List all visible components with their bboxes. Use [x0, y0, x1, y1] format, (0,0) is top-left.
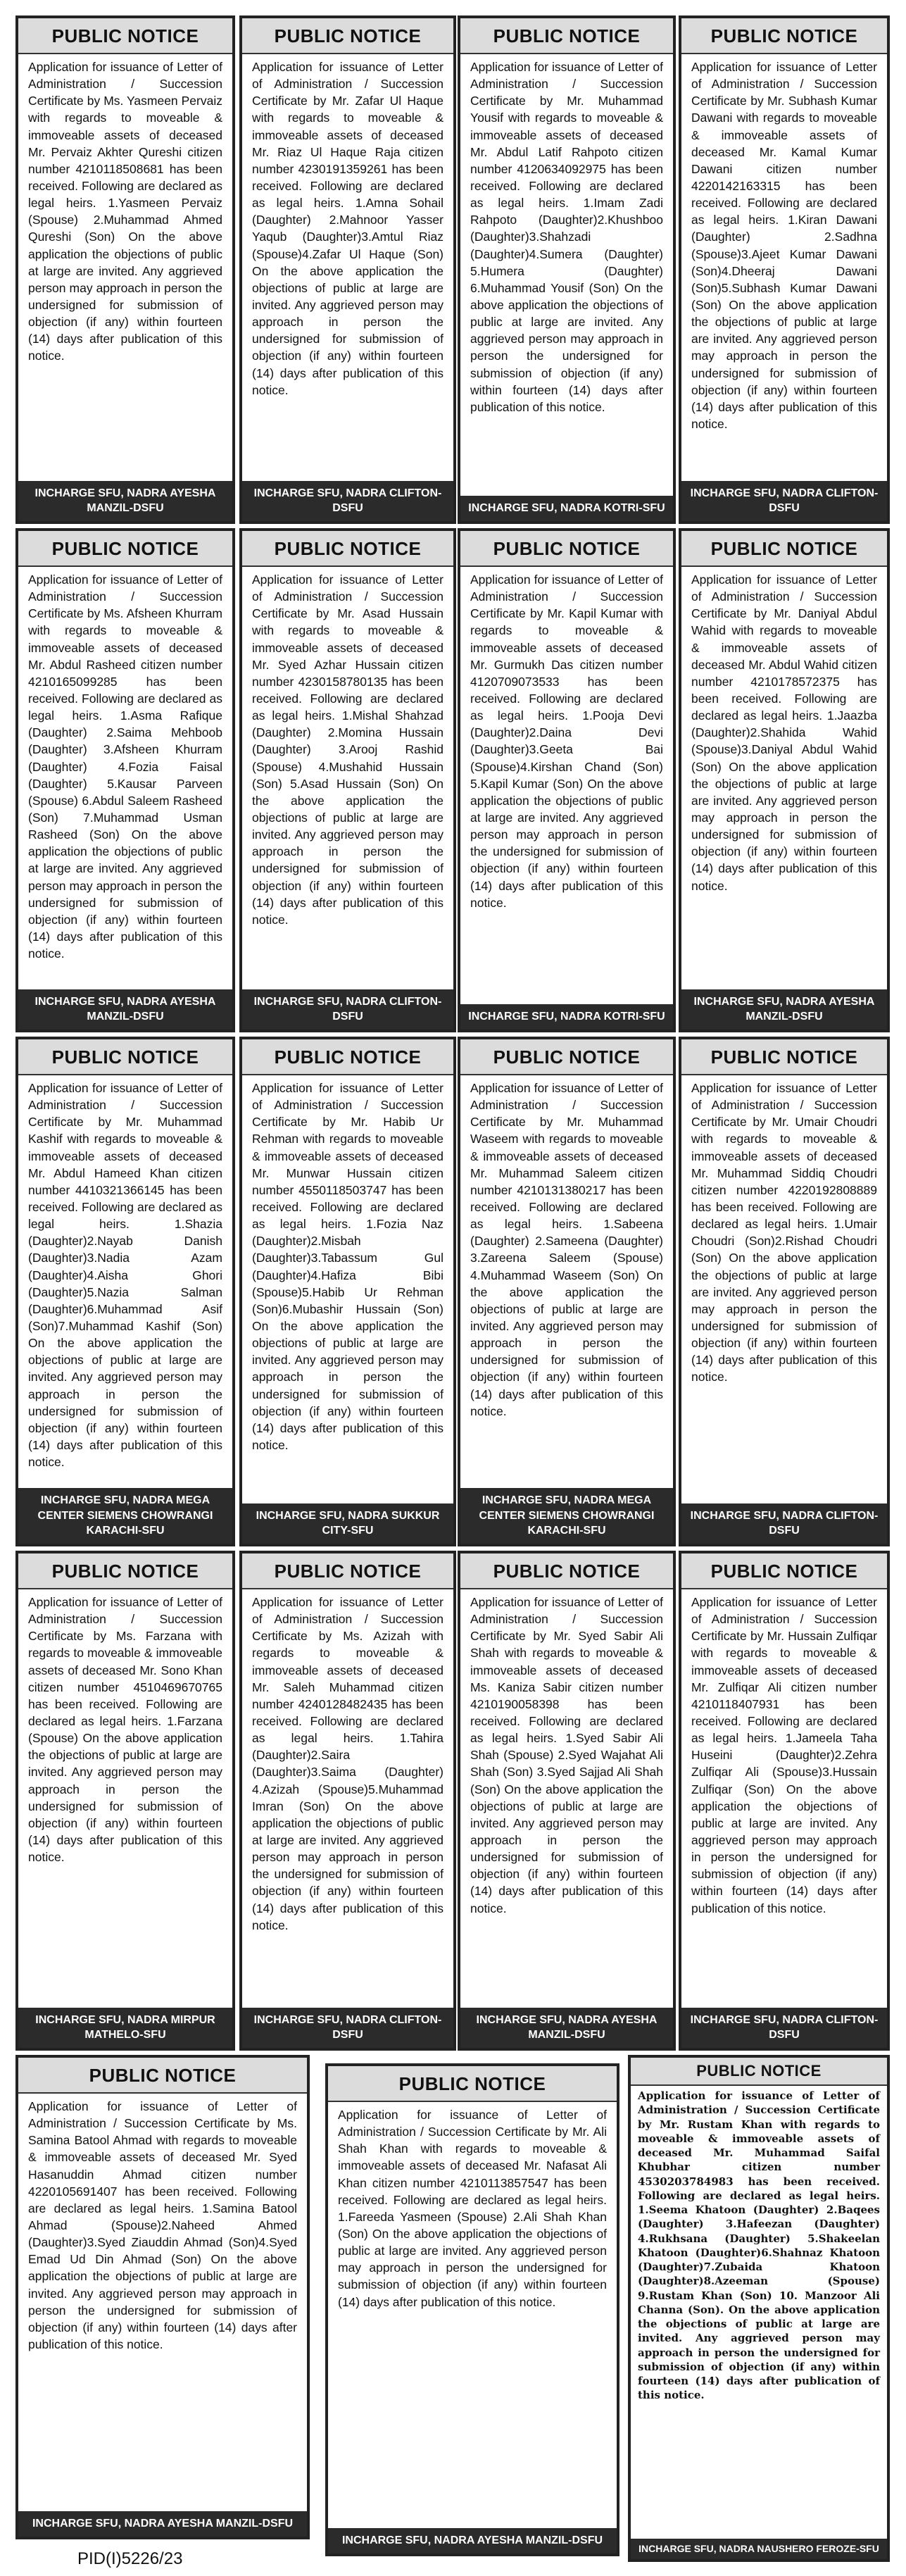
notice-footer: INCHARGE SFU, NADRA AYESHA MANZIL-DSFU [18, 989, 232, 1030]
notice-title: PUBLIC NOTICE [460, 531, 673, 567]
notice-body: Application for issuance of Letter of Administration / Succession Certificate by Mr. Zafar Ul Haque with regards to moveable & immoveable assets of deceased Mr. Riaz Ul Haque Raja citizen number 4230191359261 has been received. Following are declared as legal heirs. 1.Amna Sohail (Daughter) 2.Mahnoor Yasser Yaqub (Daughter)3.Amtul Riaz (Spouse)4.Zafar Ul Haque (Son) On the above application the objections of public at large are invited. Any aggrieved person may approach in person the undersigned for submission of objection (if any) within fourteen (14) days after publication of this notice. [252, 60, 443, 397]
public-notice-8 [679, 528, 890, 1032]
notice-body: Application for issuance of Letter of Administration / Succession Certificate by Mr. Daniyal Abdul Wahid with regards to moveable & immoveable assets of deceased Mr. Abdul Wahid citizen number 4210178572375 has been received. Following are declared as legal heirs. 1.Jaazba (Daughter)2.Shahida Wahid (Spouse)3.Daniyal Abdul Wahid (Son) On the above application the objections of public at large are invited. Any aggrieved person may approach in person the undersigned for submission of objection (if any) within fourteen (14) days after publication of this notice. [691, 573, 877, 893]
notice-title: PUBLIC NOTICE [18, 18, 232, 54]
notice-title: PUBLIC NOTICE [18, 2058, 307, 2094]
notice-footer: INCHARGE SFU, NADRA AYESHA MANZIL-DSFU [328, 2528, 617, 2553]
notice-footer: INCHARGE SFU, NADRA CLIFTON-DSFU [242, 481, 453, 521]
notice-body: Application for issuance of Letter of Administration / Succession Certificate by Mr. Rustam Khan with regards to moveable & immoveable assets of deceased Mr. Muhammad Saifal Khubhar citizen number 4530203784983 has been received. Following are declared as legal heirs. 1.Seema Khatoon (Daughter) 2.Baqees (Daughter) 3.Hafeezan (Daughter) 4.Rukhsana (Daughter) 5.Shakeelan Khatoon (Daughter)6.Shahnaz Khatoon (Daughter)7.Zubaida Khatoon (Daughter)8.Azeeman (Spouse) 9.Rustam Khan (Son) 10. Manzoor Ali Channa (Son). On the above application the objections of public at large are invited. Any aggrieved person may approach in person the undersigned for submission of objection (if any) within fourteen (14) days after publication of this notice. [638, 2089, 880, 2402]
notice-body: Application for issuance of Letter of Administration / Succession Certificate by Ms. Yasmeen Pervaiz with regards to moveable & immoveable assets of deceased Mr. Pervaiz Akhter Qureshi citizen number 4210118508681 has been received. Following are declared as legal heirs. 1.Yasmeen Pervaiz (Spouse) 2.Muhammad Ahmed Qureshi (Son) On the above application the objections of public at large are invited. Any aggrieved person may approach in person the undersigned for submission of objection (if any) within fourteen (14) days after publication of this notice. [28, 60, 222, 363]
notice-footer: INCHARGE SFU, NADRA AYESHA MANZIL-DSFU [18, 2511, 307, 2537]
publication-id: PID(I)5226/23 [77, 2549, 183, 2568]
notice-footer: INCHARGE SFU, NADRA AYESHA MANZIL-DSFU [18, 481, 232, 521]
notice-body: Application for issuance of Letter of Administration / Succession Certificate by Mr. Subhash Kumar Dawani with regards to moveable & immoveable assets of deceased Mr. Kamal Kumar Dawani citizen number 4220142163315 has been received. Following are declared as legal heirs. 1.Kiran Dawani (Daughter) 2.Sadhna (Spouse)3.Ajeet Kumar Dawani (Son)4.Dheeraj Dawani (Son)5.Subhash Kumar Dawani (Son) On the above application the objections of public at large are invited. Any aggrieved person may approach in person the undersigned for submission of objection (if any) within fourteen (14) days after publication of this notice. [691, 60, 877, 431]
notice-body: Application for issuance of Letter of Administration / Succession Certificate by Ms. Farzana with regards to moveable & immoveable assets of deceased Mr. Sono Khan citizen number 4510469670765 has been received. Following are declared as legal heirs. 1.Farzana (Spouse) On the above application the objections of public at large are invited. Any aggrieved person may approach in person the undersigned for submission of objection (if any) within fourteen (14) days after publication of this notice. [28, 1595, 222, 1865]
notice-footer: INCHARGE SFU, NADRA MEGA CENTER SIEMENS CHOWRANGI KARACHI-SFU [460, 1488, 673, 1544]
notice-footer: INCHARGE SFU, NADRA KOTRI-SFU [460, 1004, 673, 1030]
notice-body: Application for issuance of Letter of Administration / Succession Certificate by Mr. Kapil Kumar with regards to moveable & immoveable assets of deceased Mr. Gurmukh Das citizen number 4120709073533 has been received. Following are declared as legal heirs. 1.Pooja Devi (Daughter)2.Daina Devi (Daughter)3.Geeta Bai (Spouse)4.Kirshan Chand (Son) 5.Kapil Kumar (Son) On the above application the objections of public at large are invited. Any aggrieved person may approach in person the undersigned for submission of objection (if any) within fourteen (14) days after publication of this notice. [470, 573, 663, 910]
public-notice-17 [15, 2055, 310, 2539]
notice-body: Application for issuance of Letter of Administration / Succession Certificate by Mr. Muhammad Kashif with regards to moveable & immoveable assets of deceased Mr. Abdul Hameed Khan citizen number 4410321366145 has been received. Following are declared as legal heirs. 1.Shazia (Daughter)2.Nayab Danish (Daughter)3.Nadia Azam (Daughter)4.Aisha Ghori (Daughter)5.Nazia Salman (Daughter)6.Muhammad Asif (Son)7.Muhammad Kashif (Son) On the above application the objections of public at large are invited. Any aggrieved person may approach in person the undersigned for submission of objection (if any) within fourteen (14) days after publication of this notice. [28, 1081, 222, 1470]
public-notice-10 [239, 1037, 456, 1546]
notice-title: PUBLIC NOTICE [681, 1553, 887, 1589]
notice-body: Application for issuance of Letter of Administration / Succession Certificate by Ms. Afsheen Khurram with regards to moveable & immoveable assets of deceased Mr. Abdul Rasheed citizen number 4210165099285 has been received. Following are declared as legal heirs. 1.Asma Rafique (Daughter) 2.Saima Mehboob (Daughter) 3.Afsheen Khurram (Daughter) 4.Fozia Faisal (Daughter) 5.Kausar Parveen (Spouse) 6.Abdul Saleem Rasheed (Son) 7.Muhammad Usman Rasheed (Son) On the above application the objections of public at large are invited. Any aggrieved person may approach in person the undersigned for submission of objection (if any) within fourteen (14) days after publication of this notice. [28, 573, 222, 961]
notice-footer: INCHARGE SFU, NADRA KOTRI-SFU [460, 496, 673, 521]
public-notice-13 [15, 1551, 235, 2051]
notice-title: PUBLIC NOTICE [242, 18, 453, 54]
public-notice-18 [325, 2063, 619, 2556]
notice-title: PUBLIC NOTICE [242, 1039, 453, 1075]
notice-title: PUBLIC NOTICE [18, 1039, 232, 1075]
public-notice-3 [458, 15, 676, 524]
notice-footer: INCHARGE SFU, NADRA CLIFTON-DSFU [242, 2008, 453, 2048]
public-notice-5 [15, 528, 235, 1032]
notice-title: PUBLIC NOTICE [681, 1039, 887, 1075]
notice-body: Application for issuance of Letter of Administration / Succession Certificate by Mr. Ali Shah Khan with regards to moveable & immoveable assets of deceased Mr. Nafasat Ali Khan citizen number 4210113857547 has been received. Following are declared as legal heirs. 1.Fareeda Yasmeen (Spouse) 2.Ali Shah Khan (Son) On the above application the objections of public at large are invited. Any aggrieved person may approach in person the undersigned for submission of objection (if any) within fourteen (14) days after publication of this notice. [338, 2108, 607, 2309]
notice-footer: INCHARGE SFU, NADRA SUKKUR CITY-SFU [242, 1503, 453, 1544]
notice-title: PUBLIC NOTICE [460, 1039, 673, 1075]
public-notice-15 [458, 1551, 676, 2051]
notice-body: Application for issuance of Letter of Administration / Succession Certificate by Mr. Muhammad Yousif with regards to moveable & immoveable assets of deceased Mr. Abdul Latif Rahpoto citizen number 4120634092975 has been received. Following are declared as legal heirs. 1.Imam Zadi Rahpoto (Daughter)2.Khushboo (Daughter)3.Shahzadi (Daughter)4.Sumera (Daughter) 5.Humera (Daughter) 6.Muhammad Yousif (Son) On the above application the objections of public at large are invited. Any aggrieved person may approach in person the undersigned for submission of objection (if any) within fourteen (14) days after publication of this notice. [470, 60, 663, 414]
notice-title: PUBLIC NOTICE [242, 1553, 453, 1589]
public-notice-6 [239, 528, 456, 1032]
notice-footer: INCHARGE SFU, NADRA CLIFTON-DSFU [681, 2008, 887, 2048]
notice-footer: INCHARGE SFU, NADRA CLIFTON-DSFU [681, 481, 887, 521]
notice-body: Application for issuance of Letter of Administration / Succession Certificate by Mr. Hussain Zulfiqar with regards to moveable & immoveable assets of deceased Mr. Zulfiqar Ali citizen number 4210118407931 has been received. Following are declared as legal heirs. 1.Jameela Taha Huseini (Daughter)2.Zehra Zulfiqar Ali (Spouse)3.Hussain Zulfiqar (Son) On the above application the objections of public at large are invited. Any aggrieved person may approach in person the undersigned for submission of objection (if any) within fourteen (14) days after publication of this notice. [691, 1595, 877, 1915]
notice-title: PUBLIC NOTICE [460, 1553, 673, 1589]
notice-title: PUBLIC NOTICE [681, 18, 887, 54]
public-notice-14 [239, 1551, 456, 2051]
public-notice-16 [679, 1551, 890, 2051]
public-notice-12 [679, 1037, 890, 1546]
public-notice-4 [679, 15, 890, 524]
public-notice-2 [239, 15, 456, 524]
notice-footer: INCHARGE SFU, NADRA CLIFTON-DSFU [681, 1503, 887, 1544]
public-notice-1 [15, 15, 235, 524]
notice-body: Application for issuance of Letter of Administration / Succession Certificate by Mr. Habib Ur Rehman with regards to moveable & immoveable assets of deceased Mr. Munwar Hussain citizen number 4550118503747 has been received. Following are declared as legal heirs. 1.Fozia Naz (Daughter)2.Misbah (Daughter)3.Tabassum Gul (Daughter)4.Hafiza Bibi (Spouse)5.Habib Ur Rehman (Son)6.Mubashir Hussain (Son) On the above application the objections of public at large are invited. Any aggrieved person may approach in person the undersigned for submission of objection (if any) within fourteen (14) days after publication of this notice. [252, 1081, 443, 1452]
public-notice-11 [458, 1037, 676, 1546]
public-notice-9 [15, 1037, 235, 1546]
notice-title: PUBLIC NOTICE [242, 531, 453, 567]
notice-footer: INCHARGE SFU, NADRA AYESHA MANZIL-DSFU [460, 2008, 673, 2048]
notice-body: Application for issuance of Letter of Administration / Succession Certificate by Mr. Asad Hussain with regards to moveable & immoveable assets of deceased Mr. Syed Azhar Hussain citizen number 4230158780135 has been received. Following are declared as legal heirs. 1.Mishal Shahzad (Daughter) 2.Momina Hussain (Daughter) 3.Arooj Rashid (Spouse) 4.Mushahid Hussain (Son) 5.Asad Hussain (Son) On the above application the objections of public at large are invited. Any aggrieved person may approach in person the undersigned for submission of objection (if any) within fourteen (14) days after publication of this notice. [252, 573, 443, 927]
notice-body: Application for issuance of Letter of Administration / Succession Certificate by Mr. Muhammad Waseem with regards to moveable & immoveable assets of deceased Mr. Muhammad Saleem citizen number 4210131380217 has been received. Following are declared as legal heirs. 1.Sabeena (Daughter) 2.Sameena (Daughter) 3.Zareena Saleem (Spouse) 4.Muhammad Waseem (Son) On the above application the objections of public at large are invited. Any aggrieved person may approach in person the undersigned for submission of objection (if any) within fourteen (14) days after publication of this notice. [470, 1081, 663, 1418]
notice-body: Application for issuance of Letter of Administration / Succession Certificate by Ms. Azizah with regards to moveable & immoveable assets of deceased Mr. Saleh Muhammad citizen number 4240128482435 has been received. Following are declared as legal heirs. 1.Tahira (Daughter)2.Saira (Daughter)3.Saima (Daughter) 4.Azizah (Spouse)5.Muhammad Imran (Son) On the above application the objections of public at large are invited. Any aggrieved person may approach in person the undersigned for submission of objection (if any) within fourteen (14) days after publication of this notice. [252, 1595, 443, 1932]
notice-title: PUBLIC NOTICE [460, 18, 673, 54]
notice-footer: INCHARGE SFU, NADRA MIRPUR MATHELO-SFU [18, 2008, 232, 2048]
notice-title: PUBLIC NOTICE [681, 531, 887, 567]
notice-footer: INCHARGE SFU, NADRA CLIFTON-DSFU [242, 989, 453, 1030]
notice-body: Application for issuance of Letter of Administration / Succession Certificate by Mr. Umair Choudri with regards to moveable & immoveable assets of deceased Mr. Muhammad Siddiq Choudri citizen number 4220192808889 has been received. Following are declared as legal heirs. 1.Umair Choudri (Son)2.Rishad Choudri (Son) On the above application the objections of public at large are invited. Any aggrieved person may approach in person the undersigned for submission of objection (if any) within fourteen (14) days after publication of this notice. [691, 1081, 877, 1384]
notice-title: PUBLIC NOTICE [631, 2058, 887, 2086]
notice-title: PUBLIC NOTICE [18, 531, 232, 567]
public-notice-7 [458, 528, 676, 1032]
notice-title: PUBLIC NOTICE [18, 1553, 232, 1589]
public-notice-19 [628, 2055, 890, 2562]
notice-footer: INCHARGE SFU, NADRA AYESHA MANZIL-DSFU [681, 989, 887, 1030]
notice-body: Application for issuance of Letter of Administration / Succession Certificate by Mr. Syed Sabir Ali Shah with regards to moveable & immoveable assets of deceased Ms. Kaniza Sabir citizen number 4210190058398 has been received. Following are declared as legal heirs. 1.Syed Sabir Ali Shah (Spouse) 2.Syed Wajahat Ali Shah (Son) 3.Syed Sajjad Ali Shah (Son) On the above application the objections of public at large are invited. Any aggrieved person may approach in person the undersigned for submission of objection (if any) within fourteen (14) days after publication of this notice. [470, 1595, 663, 1915]
notice-body: Application for issuance of Letter of Administration / Succession Certificate by Ms. Samina Batool Ahmad with regards to moveable & immoveable assets of deceased Mr. Syed Hasanuddin Ahmad citizen number 4220105691407 has been received. Following are declared as legal heirs. 1.Samina Batool Ahmad (Spouse)2.Naheed Ahmed (Daughter)3.Syed Ziauddin Ahmad (Son)4.Syed Emad Ud Din Ahmad (Son) On the above application the objections of public at large are invited. Any aggrieved person may approach in person the undersigned for submission of objection (if any) within fourteen (14) days after publication of this notice. [28, 2099, 297, 2351]
notice-footer: INCHARGE SFU, NADRA NAUSHERO FEROZE-SFU [631, 2539, 887, 2559]
notice-title: PUBLIC NOTICE [328, 2066, 617, 2102]
notice-footer: INCHARGE SFU, NADRA MEGA CENTER SIEMENS CHOWRANGI KARACHI-SFU [18, 1488, 232, 1544]
